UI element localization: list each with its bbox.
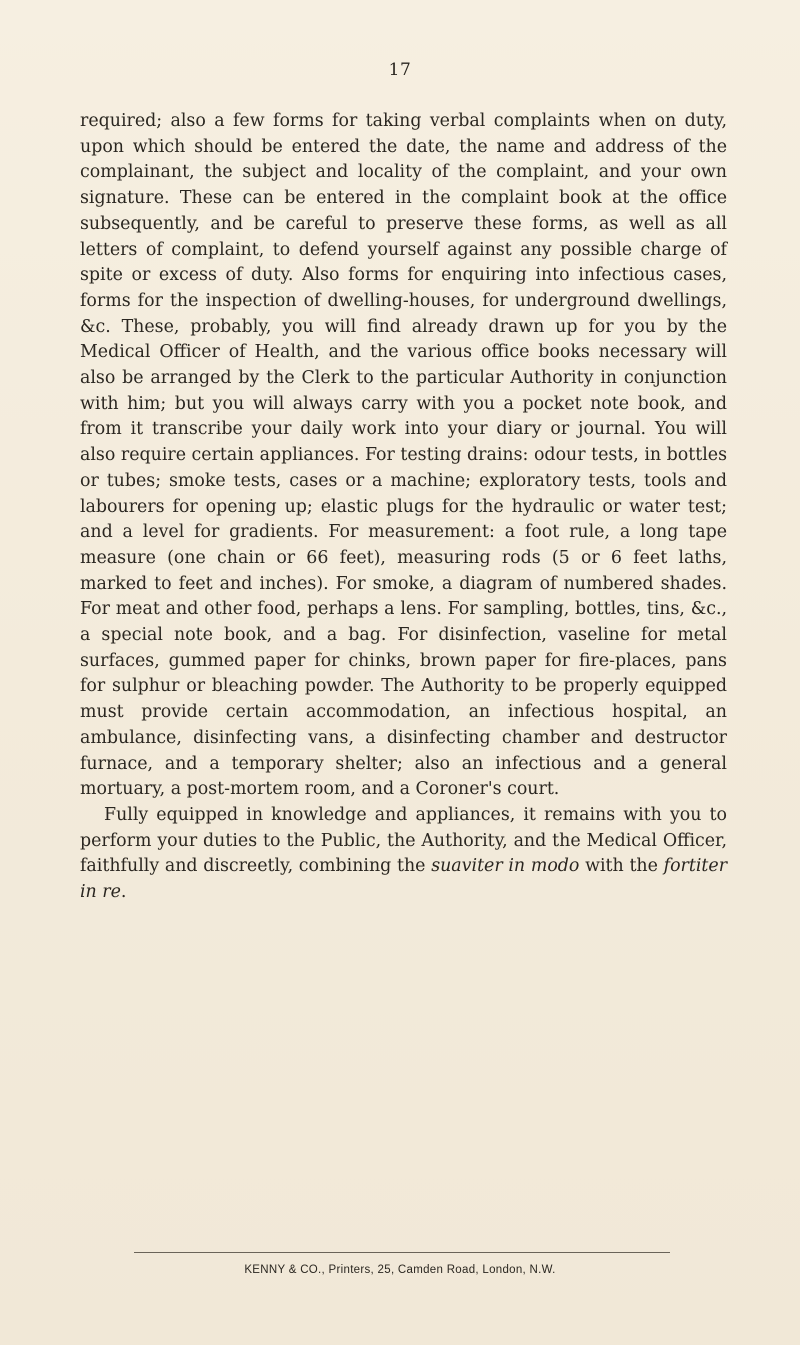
paragraph-1: required; also a few forms for taking verbal complaints when on duty, upon which should be entered the date, the name and address of the complainant, the subject and locality of the complaint, and your own signature. These can be entered in the complaint book at the office subsequently, and be careful to preserve these forms, as well as all letters of complaint, to defend yourself against any possible charge of spite or excess of duty. Also forms for enquiring into infectious cases, forms for the inspection of dwelling-houses, for underground dwellings, &c. These, probably, you will find already drawn up for you by the Medical Officer of Health, and the various office books necessary will also be arranged by the Clerk to the particular Authority in conjunction with him; but you will always carry with you a pocket note book, and from it transcribe your daily work into your diary or journal. You will also require certain appliances. For testing drains: odour tests, in bottles or tubes; smoke tests, cases or a machine; exploratory tests, tools and labourers for opening up; elastic plugs for the hydraulic or water test; and a level for gradients. For measurement: a foot rule, a long tape measure (one chain or 66 feet), measuring rods (5 or 6 feet laths, marked to feet and inches). For smoke, a diagram of numbered shades. For meat and other food, perhaps a lens. For sampling, bottles, tins, &c., a special note book, and a bag. For disinfection, vaseline for metal surfaces, gummed paper for chinks, brown paper for fire-places, pans for sulphur or bleaching powder. The Authority to be properly equipped must provide certain accommodation, an infectious hospital, an ambulance, disinfecting vans, a disinfecting chamber and destructor furnace, and a temporary shelter; also an infectious and a general mortuary, a post-mortem room, and a Coroner's court. [80, 111, 727, 800]
paragraph-2-start: Fully equipped in knowledge and appliances, it remains with you to perform your duties to the Public, the Authority, and the Medical Officer, faithfully and discreetly, combining the [80, 804, 727, 877]
latin-phrase-suaviter: suaviter in modo [431, 856, 580, 877]
footer-rule [134, 1252, 670, 1253]
printer-imprint: KENNY & CO., Printers, 25, Camden Road, London, N.W. [244, 1264, 556, 1276]
paragraph-2-end: . [120, 882, 127, 903]
paragraph-2-mid: with the [579, 856, 664, 877]
page-number: 17 [388, 60, 412, 80]
body-text [80, 109, 727, 906]
paragraph-2 [80, 803, 727, 906]
latin-phrase-fortiter: fortiter in re [80, 856, 728, 903]
